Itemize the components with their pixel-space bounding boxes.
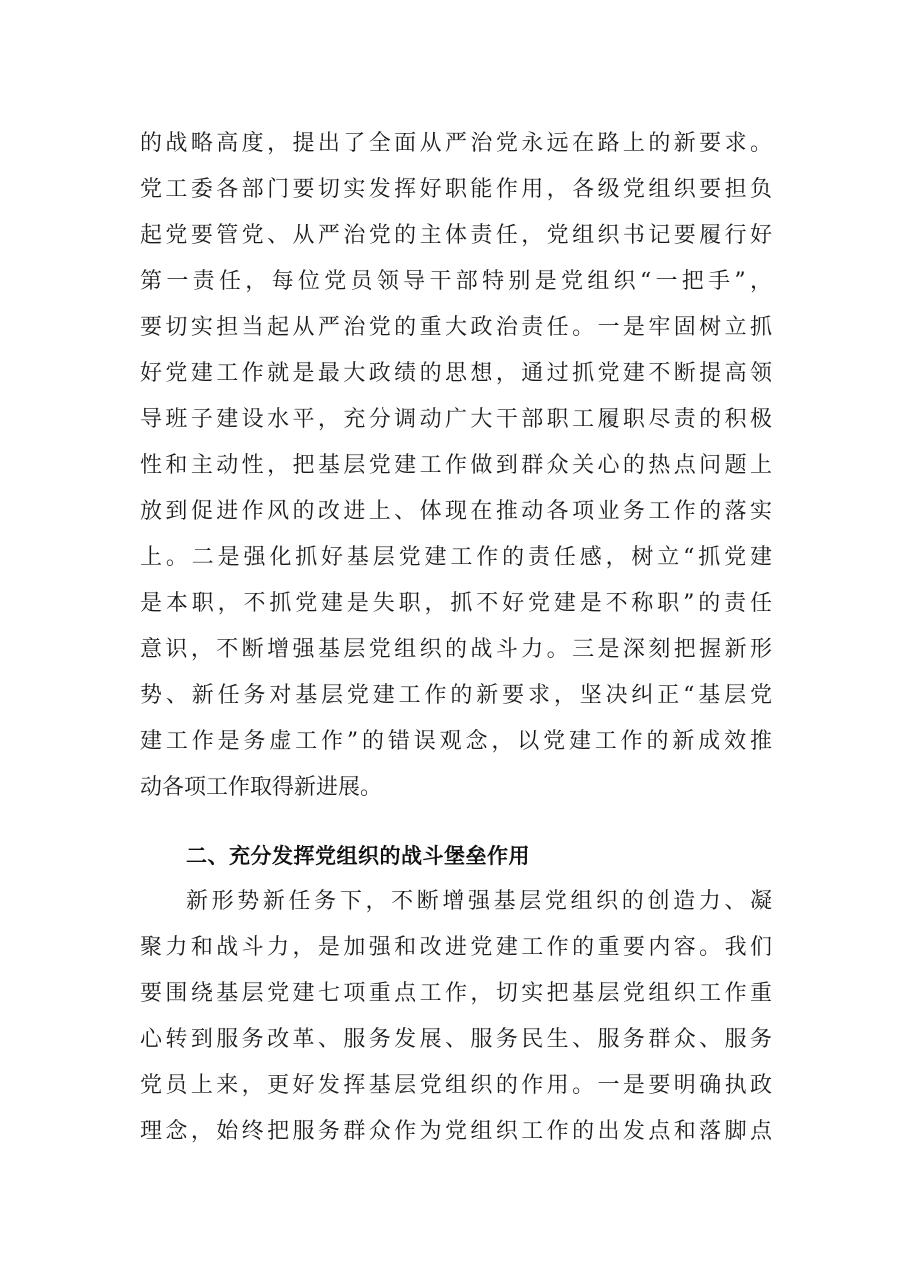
paragraph-line: 起党要管党、从严治党的主体责任，党组织书记要履行好 (140, 223, 772, 248)
paragraph-line: 势、新任务对基层党建工作的新要求，坚决纠正“基层党 (140, 683, 772, 708)
paragraph-line: 心转到服务改革、服务发展、服务民生、服务群众、服务 (140, 1027, 772, 1052)
paragraph-line: 党员上来，更好发挥基层党组织的作用。一是要明确执政 (140, 1073, 772, 1098)
paragraph-line: 的战略高度，提出了全面从严治党永远在路上的新要求。 (140, 131, 772, 156)
paragraph-line: 上。二是强化抓好基层党建工作的责任感，树立“抓党建 (140, 545, 772, 570)
paragraph-line: 意识，不断增强基层党组织的战斗力。三是深刻把握新形 (140, 637, 772, 662)
paragraph-line: 要切实担当起从严治党的重大政治责任。一是牢固树立抓 (140, 315, 772, 340)
paragraph-line: 性和主动性，把基层党建工作做到群众关心的热点问题上 (140, 453, 772, 478)
paragraph-last-line: 动各项工作取得新进展。 (140, 775, 383, 800)
section-heading: 二、充分发挥党组织的战斗堡垒作用 (186, 844, 530, 868)
paragraph-line: 第一责任，每位党员领导干部特别是党组织“一把手”， (140, 269, 772, 294)
paragraph-line: 好党建工作就是最大政绩的思想，通过抓党建不断提高领 (140, 361, 772, 386)
paragraph-line: 是本职，不抓党建是失职，抓不好党建是不称职”的责任 (140, 591, 772, 616)
paragraph-line: 理念，始终把服务群众作为党组织工作的出发点和落脚点 (140, 1119, 772, 1144)
paragraph-line: 放到促进作风的改进上、体现在推动各项业务工作的落实 (140, 499, 772, 524)
paragraph-line: 建工作是务虚工作”的错误观念，以党建工作的新成效推 (140, 729, 772, 754)
paragraph-first-line: 新形势新任务下，不断增强基层党组织的创造力、凝 (186, 889, 772, 914)
paragraph-line: 党工委各部门要切实发挥好职能作用，各级党组织要担负 (140, 177, 772, 202)
paragraph-line: 聚力和战斗力，是加强和改进党建工作的重要内容。我们 (140, 935, 772, 960)
paragraph-line: 要围绕基层党建七项重点工作，切实把基层党组织工作重 (140, 981, 772, 1006)
paragraph-line: 导班子建设水平，充分调动广大干部职工履职尽责的积极 (140, 407, 772, 432)
